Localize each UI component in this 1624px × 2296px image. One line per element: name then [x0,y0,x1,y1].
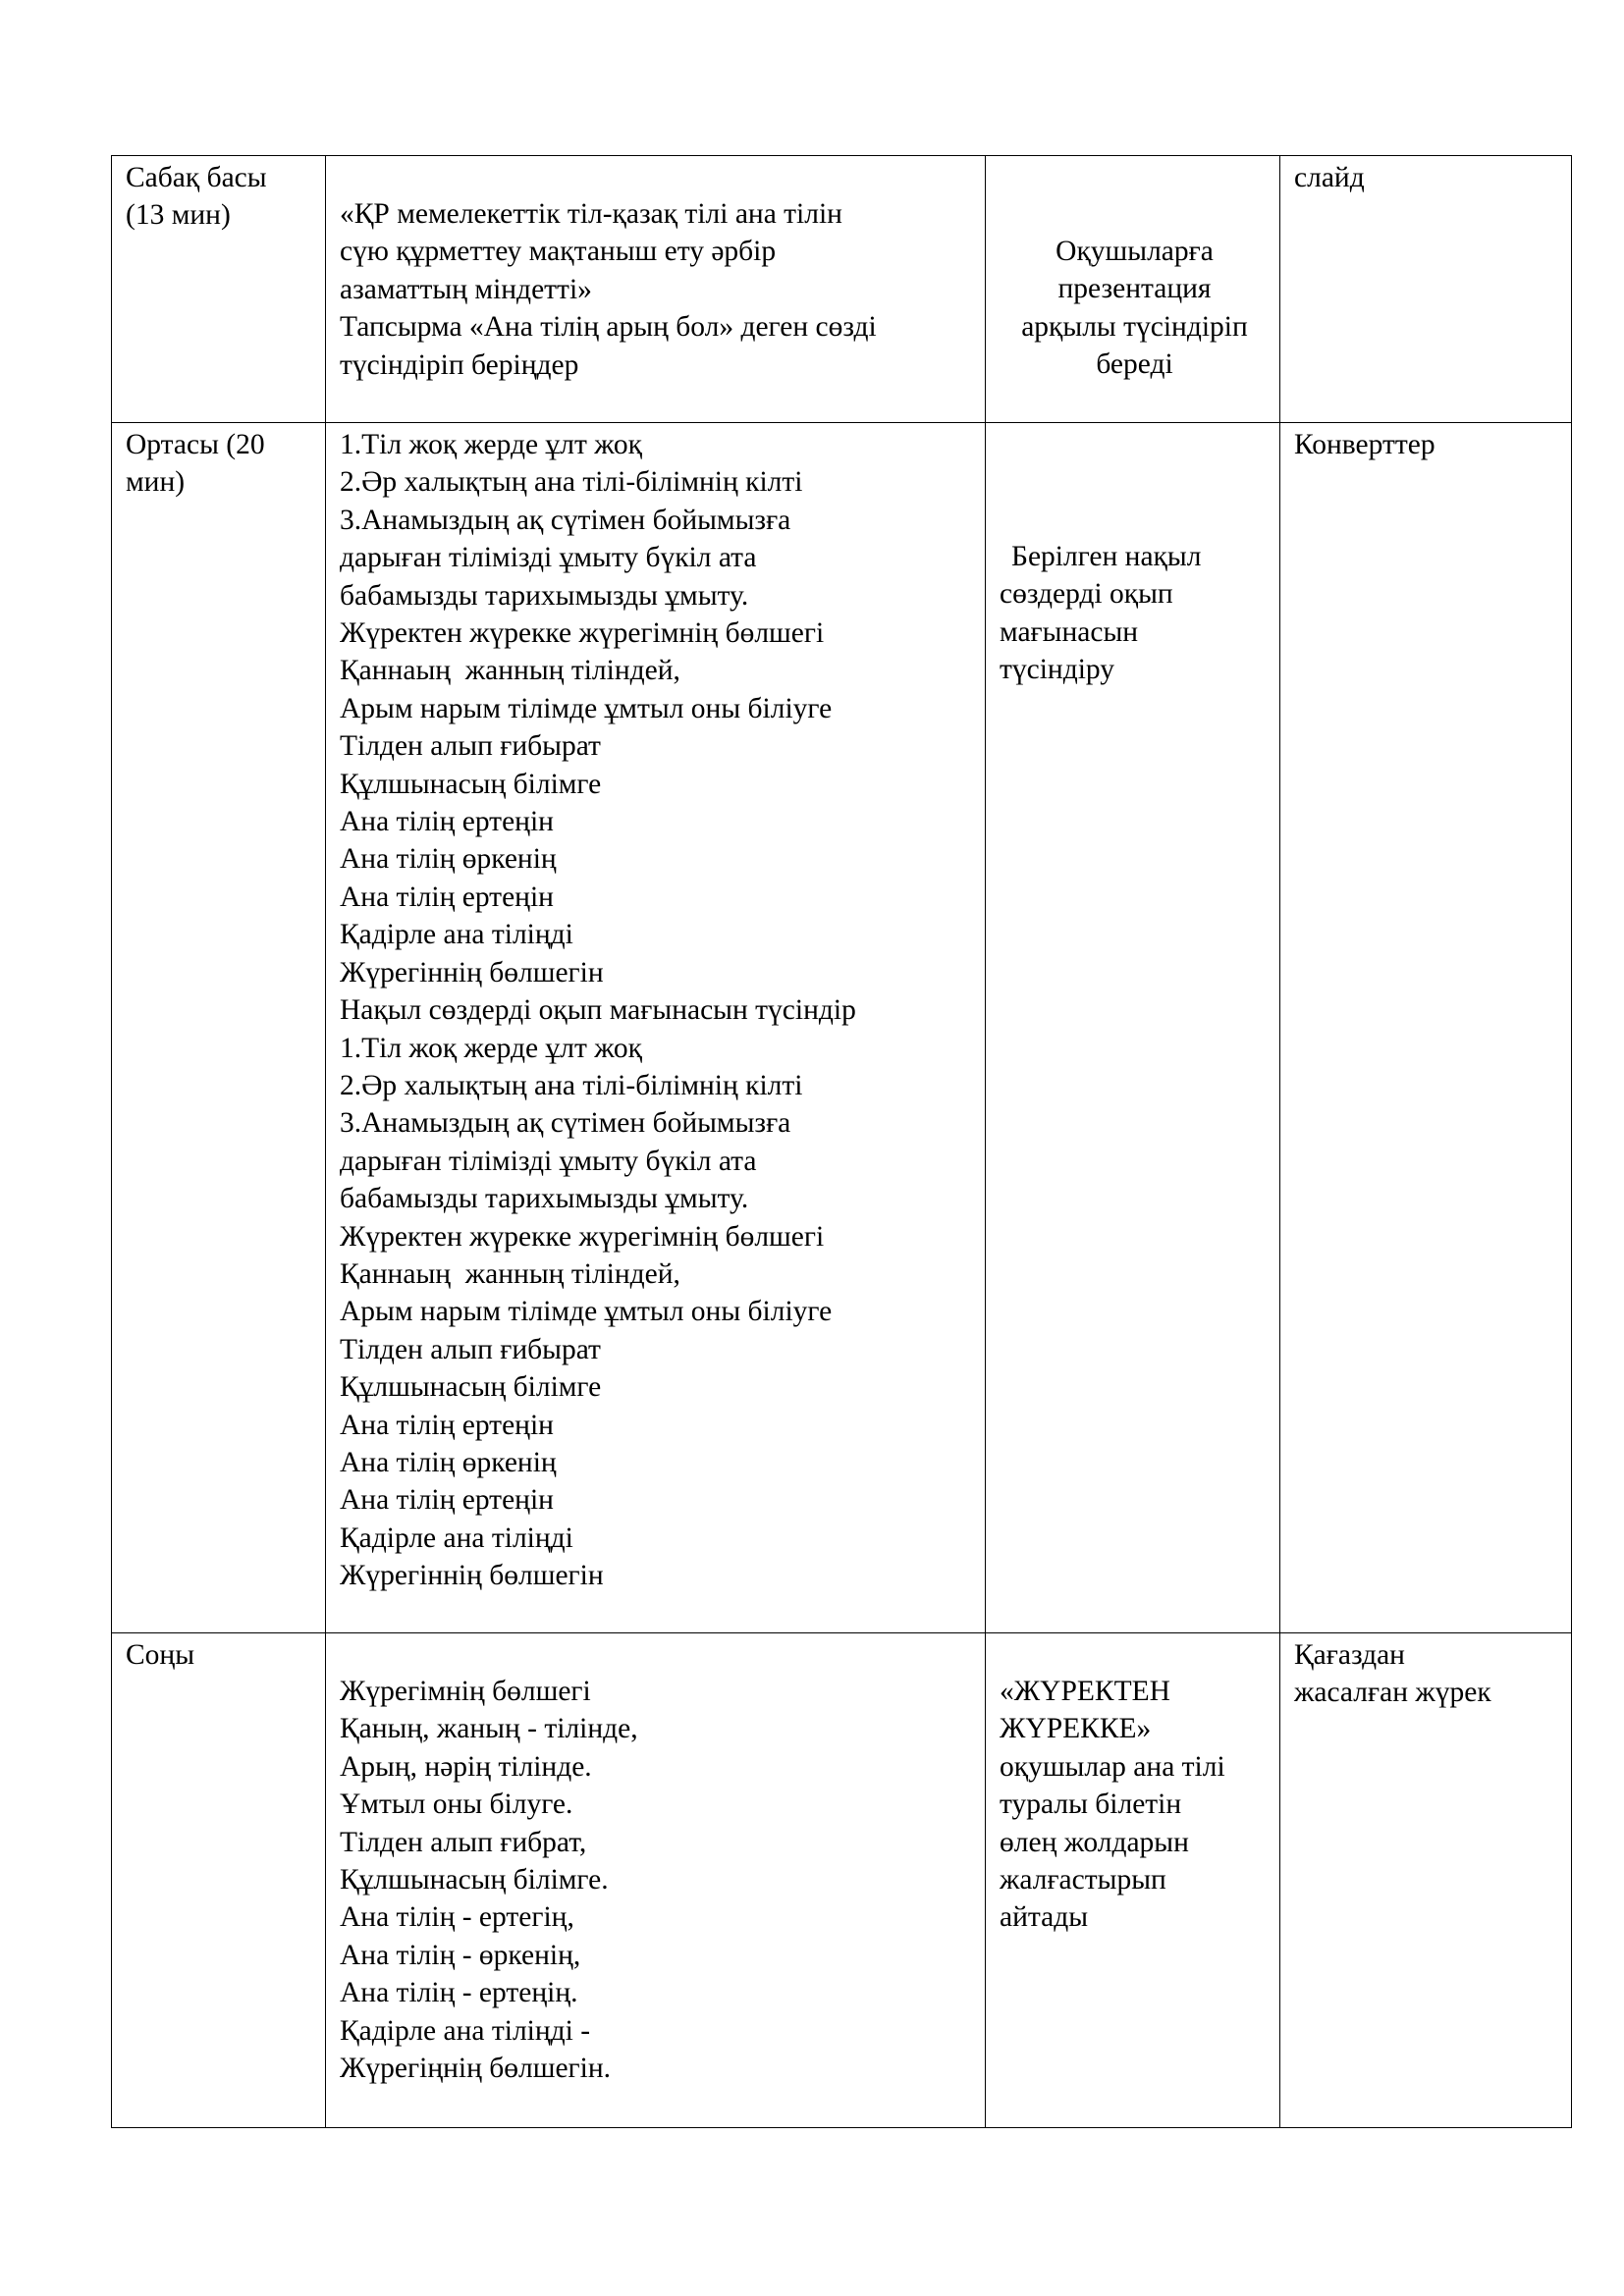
text-line: Ортасы (20 [126,429,265,460]
stage-cell [112,1633,326,2128]
text-line: арқылы түсіндіріп [1021,310,1248,343]
text-line: бабамызды тарихымызды ұмыту. [340,1183,749,1215]
text-line: Ана тілің өркенің [340,843,557,876]
text-line: Қадірле ана тіліңді [340,919,573,951]
text-line: мин) [126,466,186,499]
text-line: Нақыл сөздерді оқып мағынасын түсіндір [340,994,856,1027]
content-cell [326,423,986,1633]
text-line: түсіндіру [1000,654,1115,686]
text-line: Ана тілің - ертегің, [340,1901,574,1934]
text-line: презентация [1057,273,1212,305]
text-line: Сабақ басы [126,162,267,193]
resources-cell [1280,423,1572,1633]
content-cell [326,1633,986,2128]
text-line: Жүрегіңнің бөлшегін. [340,2053,612,2085]
text-line: сүю құрметтеу мақтаныш ету әрбір [340,236,777,268]
text-line: Жүрегіннің бөлшегін [340,1560,604,1592]
text-line: Тілден алып ғибырат [340,1333,601,1365]
resources-cell [1280,156,1572,423]
text-line: Тапсырма «Ана тілің арың бол» деген сөзді [340,311,877,344]
lesson-plan-table [111,155,1572,2128]
text-line: дарыған тілімізді ұмыту бүкіл ата [340,1145,757,1177]
content-cell [326,156,986,423]
text-line: азаматтың міндетті» [340,273,592,305]
text-line: өлең жолдарын [1000,1826,1189,1858]
text-line: Соңы [126,1639,195,1671]
text-line: Берілген нақыл [1011,541,1202,572]
text-line: береді [1096,348,1173,381]
table-row [112,1633,1572,2128]
text-line: жалғастырып [1000,1864,1166,1896]
stage-text [112,1633,325,1674]
text-line: Құлшынасың білімге [340,768,602,800]
text-line: Тілден алып ғибырат [340,730,601,763]
text-line: Арың, нәрің тілінде. [340,1750,592,1783]
method-text [986,156,1279,384]
stage-cell [112,423,326,1633]
text-line: оқушылар ана тілі [1000,1750,1225,1783]
text-line: Жүрегімнің бөлшегі [340,1676,591,1707]
content-text [326,156,985,384]
text-line: мағынасын [1000,615,1139,648]
text-line: сөздерді оқып [1000,578,1173,611]
stage-text [112,423,325,502]
resources-cell [1280,1633,1572,2128]
text-line: «ЖҮРЕКТЕН [1000,1676,1170,1707]
text-line: Арым нарым тілімде ұмтыл оны біліуге [340,692,833,724]
text-line: Ана тілің ертеңін [340,1484,554,1517]
text-line: Қаннаың жанның тіліндей, [340,655,680,687]
text-line: 2.Әр халықтың ана тілі-білімнің кілті [340,1069,803,1101]
text-line: Жүректен жүрекке жүрегімнің бөлшегі [340,1220,825,1253]
text-line: ЖҮРЕККЕ» [1000,1713,1152,1745]
text-line: Ана тілің ертеңін [340,806,554,838]
content-text [326,423,985,1595]
text-line: Тілден алып ғибрат, [340,1826,587,1858]
stage-text [112,156,325,235]
text-line: Ана тілің ертеңін [340,881,554,913]
text-line: Қаның, жаның - тілінде, [340,1713,638,1745]
resources-text [1280,1633,1571,1712]
text-line: жасалған жүрек [1294,1677,1491,1709]
method-cell [986,156,1280,423]
text-line: Оқушыларға [1056,236,1214,267]
method-cell [986,1633,1280,2128]
resources-text [1280,156,1571,196]
text-line: Қағаздан [1294,1639,1405,1671]
text-line: Конверттер [1294,429,1435,460]
text-line: 1.Тіл жоқ жерде ұлт жоқ [340,1032,642,1064]
text-line: Ана тілің - ертеңің. [340,1977,578,2009]
text-line: туралы білетін [1000,1789,1182,1821]
text-line: «ҚР мемелекеттік тіл-қазақ тілі ана тілін [340,198,842,230]
table-row [112,156,1572,423]
text-line: (13 мин) [126,199,231,232]
stage-cell [112,156,326,423]
method-text [986,1633,1279,1937]
text-line: Ана тілің өркенің [340,1446,557,1478]
text-line: дарыған тілімізді ұмыту бүкіл ата [340,542,757,574]
table-row [112,423,1572,1633]
text-line: 3.Анамыздың ақ сүтімен бойымызға [340,1107,791,1140]
text-line: айтады [1000,1901,1089,1934]
text-line: Ана тілің - өркенің, [340,1939,581,1971]
text-line: 2.Әр халықтың ана тілі-білімнің кілті [340,466,803,499]
text-line: 3.Анамыздың ақ сүтімен бойымызға [340,504,791,536]
text-line: Қаннаың жанның тіліндей, [340,1257,680,1290]
text-line: Қадірле ана тіліңді [340,1522,573,1554]
text-line: Ұмтыл оны білуге. [340,1789,573,1821]
method-text [986,423,1279,689]
text-line: түсіндіріп беріңдер [340,348,579,381]
text-line: Қадірле ана тіліңді - [340,2014,591,2047]
text-line: бабамызды тарихымызды ұмыту. [340,579,749,612]
text-line: 1.Тіл жоқ жерде ұлт жоқ [340,429,642,460]
text-line: Құлшынасың білімге [340,1371,602,1404]
text-line: Жүректен жүрекке жүрегімнің бөлшегі [340,617,825,650]
text-line: Жүрегіннің бөлшегін [340,956,604,988]
method-cell [986,423,1280,1633]
text-line: Арым нарым тілімде ұмтыл оны біліуге [340,1296,833,1328]
text-line: Құлшынасың білімге. [340,1864,609,1896]
text-line: Ана тілің ертеңін [340,1409,554,1441]
content-text [326,1633,985,2087]
text-line: слайд [1294,162,1365,193]
resources-text [1280,423,1571,463]
